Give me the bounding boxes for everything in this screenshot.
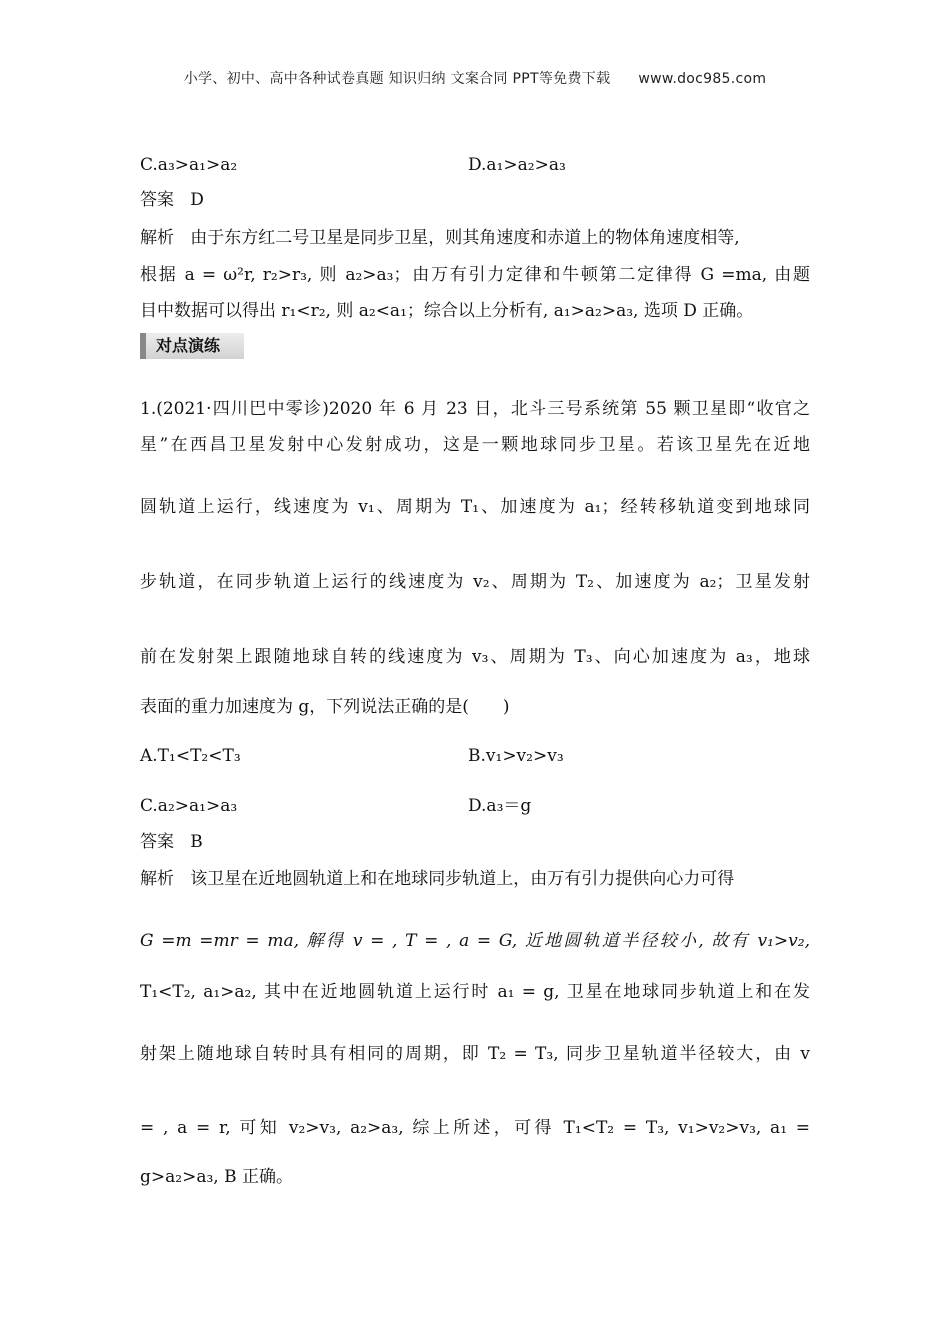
analysis-text: 该卫星在近地圆轨道上和在地球同步轨道上，由万有引力提供向心力可得 (190, 869, 735, 889)
q1-option-c: C.a₂>a₁>a₃ (140, 796, 238, 816)
q1-stem-line-5: 前在发射架上跟随地球自转的线速度为 v₃、周期为 T₃、向心加速度为 a₃，地球 (140, 647, 810, 667)
q1-analysis-line-1 (140, 868, 734, 890)
answer-value: D (190, 190, 204, 210)
prev-answer (140, 189, 204, 211)
q1-analysis-line-4: 射架上随地球自转时具有相同的周期，即 T₂ = T₃, 同步卫星轨道半径较大，由 v (140, 1044, 810, 1064)
q1-analysis-line-6: g>a₂>a₃, B 正确。 (140, 1167, 293, 1187)
answer-value: B (190, 832, 203, 852)
q1-analysis-line-5: = , a = r, 可知 v₂>v₃, a₂>a₃, 综上所述，可得 T₁<T₂ = T₃, v₁>v₂>v₃, a₁ = (140, 1118, 810, 1138)
answer-label: 答案 (140, 190, 174, 210)
q1-option-b: B.v₁>v₂>v₃ (468, 746, 564, 766)
section-tag: 对点演练 (140, 333, 244, 359)
q1-stem-line-4: 步轨道，在同步轨道上运行的线速度为 v₂、周期为 T₂、加速度为 a₂；卫星发射 (140, 572, 810, 592)
analysis-label: 解析 (140, 228, 174, 248)
header-url: www.doc985.com (638, 71, 767, 87)
prev-option-c: C.a₃>a₁>a₂ (140, 155, 238, 175)
analysis-label: 解析 (140, 869, 174, 889)
q1-stem-line-3: 圆轨道上运行，线速度为 v₁、周期为 T₁、加速度为 a₁；经转移轨道变到地球同 (140, 497, 810, 517)
answer-label: 答案 (140, 832, 174, 852)
q1-option-a: A.T₁<T₂<T₃ (140, 746, 241, 766)
header-text: 小学、初中、高中各种试卷真题 知识归纳 文案合同 PPT等免费下载 (183, 71, 611, 87)
page-header (0, 68, 950, 88)
analysis-text: 由于东方红二号卫星是同步卫星，则其角速度和赤道上的物体角速度相等, (190, 228, 740, 248)
q1-stem-line-6: 表面的重力加速度为 g，下列说法正确的是( ) (140, 697, 510, 717)
q1-analysis-line-2: G =m =mr = ma, 解得 v = , T = , a = G, 近地圆轨道半径较小, 故有 v₁>v₂, (140, 931, 810, 951)
prev-analysis-line-2: 根据 a = ω²r, r₂>r₃, 则 a₂>a₃；由万有引力定律和牛顿第二定律得 G =ma, 由题 (140, 265, 810, 285)
prev-analysis-line-1 (140, 227, 740, 249)
prev-option-d: D.a₁>a₂>a₃ (468, 155, 566, 175)
prev-analysis-line-3: 目中数据可以得出 r₁<r₂, 则 a₂<a₁；综合以上分析有, a₁>a₂>a₃, 选项 D 正确。 (140, 301, 754, 321)
q1-stem-line-1: 1.(2021·四川巴中零诊)2020 年 6 月 23 日，北斗三号系统第 55 颗卫星即“收官之 (140, 399, 810, 419)
q1-stem-line-2: 星”在西昌卫星发射中心发射成功，这是一颗地球同步卫星。若该卫星先在近地 (140, 435, 810, 455)
q1-answer (140, 831, 203, 853)
q1-option-d: D.a₃＝g (468, 796, 532, 816)
q1-analysis-line-3: T₁<T₂, a₁>a₂, 其中在近地圆轨道上运行时 a₁ = g, 卫星在地球同步轨道上和在发 (140, 982, 810, 1002)
